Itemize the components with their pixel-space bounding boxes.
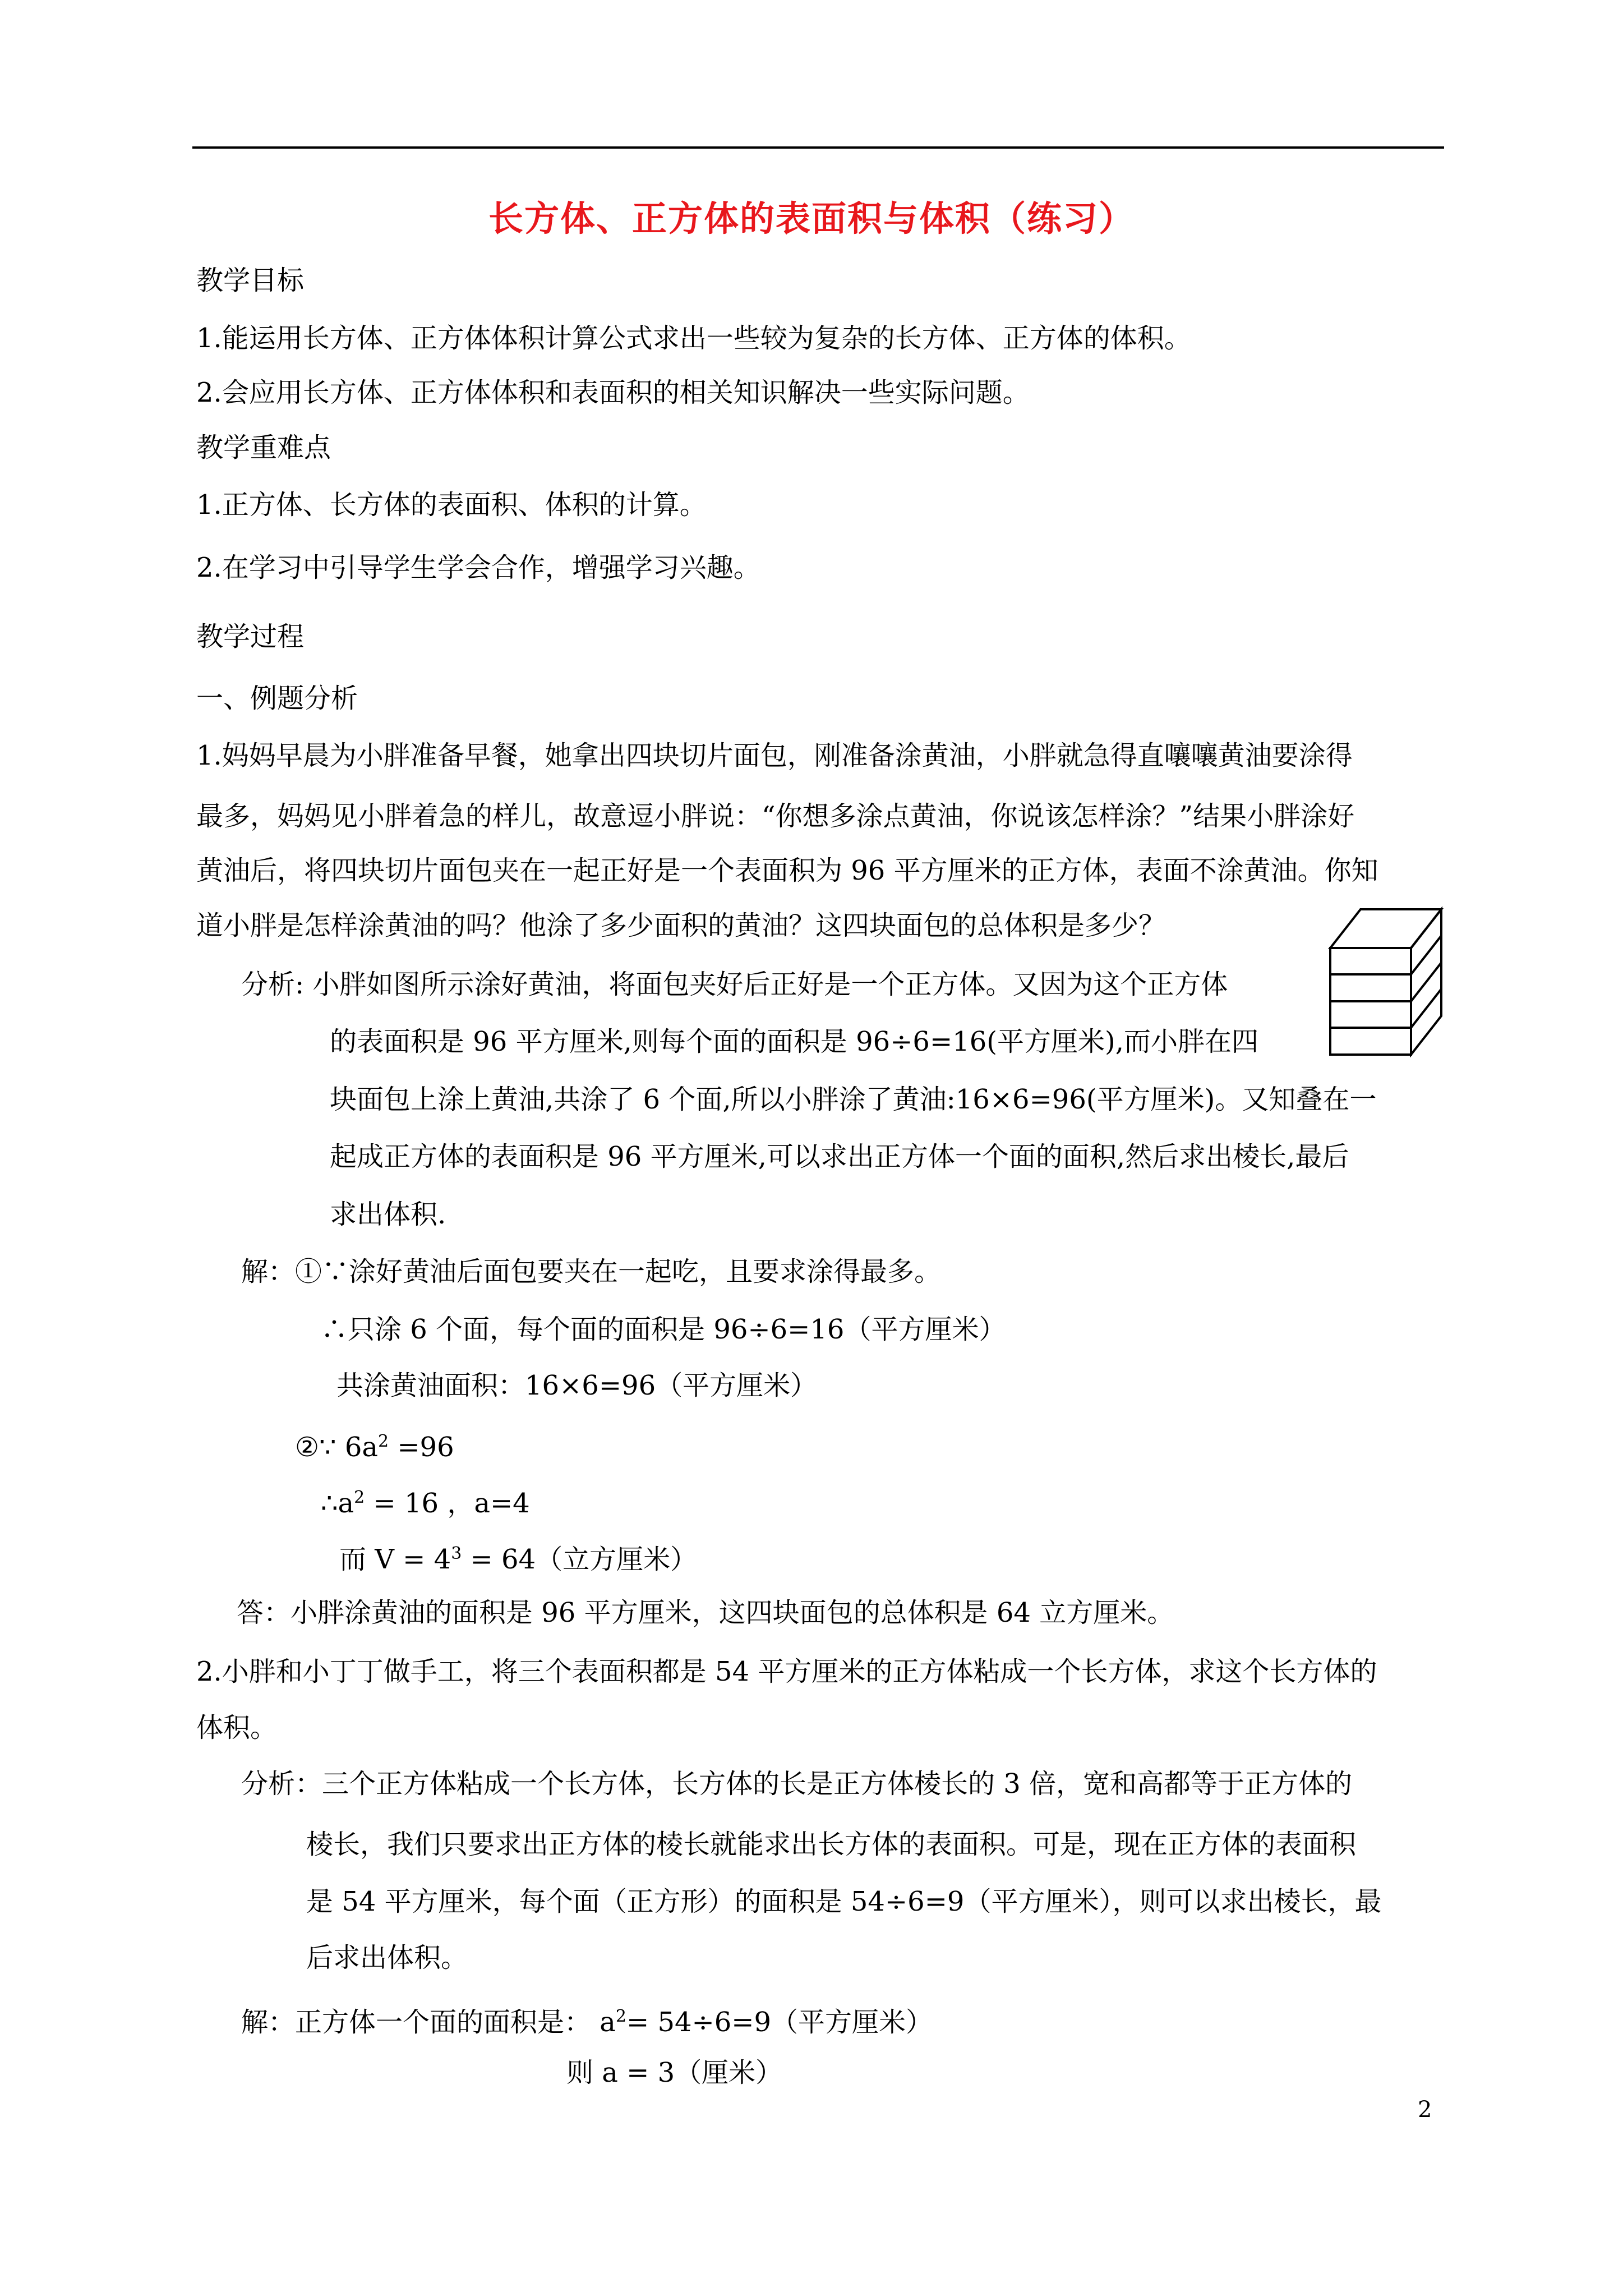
solution-text: =96 [389, 1432, 454, 1463]
problem2-solution-line: 则 a = 3（厘米） [566, 2057, 783, 2088]
problem1-answer: 答：小胖涂黄油的面积是 96 平方厘米，这四块面包的总体积是 64 立方厘米。 [237, 1597, 1174, 1628]
problem2-analysis-line: 分析：三个正方体粘成一个长方体，长方体的长是正方体棱长的 3 倍，宽和高都等于正方体的 [241, 1768, 1353, 1800]
problem2-analysis-line: 棱长，我们只要求出正方体的棱长就能求出长方体的表面积。可是，现在正方体的表面积 [306, 1829, 1357, 1860]
problem2-analysis-line: 后求出体积。 [306, 1942, 468, 1973]
problem1-solution-line [321, 1481, 530, 1520]
superscript: 2 [354, 1488, 365, 1507]
problem1-solution-line: 解：①∵涂好黄油后面包要夹在一起吃，且要求涂得最多。 [241, 1256, 942, 1287]
problem1-analysis-line: 起成正方体的表面积是 96 平方厘米,可以求出正方体一个面的面积,然后求出棱长,最后 [330, 1141, 1349, 1172]
stacked-bread-cube-figure [1327, 906, 1445, 1057]
superscript: 2 [615, 2007, 626, 2026]
problem1-solution-line [339, 1537, 697, 1576]
problem2-question-line: 体积。 [196, 1712, 278, 1743]
problem1-analysis-line: 分析: 小胖如图所示涂好黄油，将面包夹好后正好是一个正方体。又因为这个正方体 [241, 969, 1228, 1000]
goals-heading: 教学目标 [196, 265, 305, 296]
goal-1: 1.能运用长方体、正方体体积计算公式求出一些较为复杂的长方体、正方体的体积。 [196, 323, 1191, 354]
difficulty-2: 2.在学习中引导学生学会合作，增强学习兴趣。 [196, 552, 760, 583]
page-number: 2 [1418, 2097, 1432, 2123]
solution-text: 解：正方体一个面的面积是： a [241, 2007, 616, 2038]
problem1-solution-line: ∴只涂 6 个面，每个面的面积是 96÷6=16（平方厘米） [321, 1314, 1006, 1345]
difficulty-heading: 教学重难点 [196, 432, 331, 463]
problem1-analysis-line: 求出体积. [330, 1199, 446, 1230]
solution-text: = 16 ，a=4 [365, 1488, 530, 1519]
goal-2: 2.会应用长方体、正方体体积和表面积的相关知识解决一些实际问题。 [196, 377, 1030, 408]
process-heading: 教学过程 [196, 621, 305, 652]
problem1-analysis-line: 的表面积是 96 平方厘米,则每个面的面积是 96÷6=16(平方厘米),而小胖在四 [330, 1026, 1258, 1057]
superscript: 2 [377, 1432, 389, 1451]
solution-text: 而 V = 4 [339, 1544, 451, 1575]
problem1-question-line: 道小胖是怎样涂黄油的吗？他涂了多少面积的黄油？这四块面包的总体积是多少？ [196, 910, 1166, 941]
problem2-question-line: 2.小胖和小丁丁做手工，将三个表面积都是 54 平方厘米的正方体粘成一个长方体，求这个长方体的 [196, 1656, 1377, 1687]
problem1-solution-line [295, 1425, 454, 1464]
problem2-solution-line [241, 2000, 933, 2039]
superscript: 3 [451, 1544, 462, 1563]
header-rule [192, 146, 1444, 149]
problem1-question-line: 黄油后，将四块切片面包夹在一起正好是一个表面积为 96 平方厘米的正方体，表面不涂黄油。你知 [196, 855, 1378, 886]
difficulty-1: 1.正方体、长方体的表面积、体积的计算。 [196, 489, 707, 521]
part1-heading: 一、例题分析 [196, 683, 358, 714]
problem1-question-line: 最多，妈妈见小胖着急的样儿，故意逗小胖说：“你想多涂点黄油，你说该怎样涂？”结果小胖涂好 [196, 800, 1355, 832]
problem2-analysis-line: 是 54 平方厘米，每个面（正方形）的面积是 54÷6=9（平方厘米），则可以求出棱长，最 [306, 1886, 1382, 1917]
problem1-solution-line: 共涂黄油面积：16×6=96（平方厘米） [336, 1370, 818, 1401]
solution-text: = 54÷6=9（平方厘米） [626, 2007, 933, 2038]
solution-text: ∴a [321, 1488, 354, 1519]
solution-text: ②∵ 6a [295, 1432, 378, 1463]
problem1-analysis-line: 块面包上涂上黄油,共涂了 6 个面,所以小胖涂了黄油:16×6=96(平方厘米)。又知叠在一 [330, 1084, 1377, 1115]
solution-text: = 64（立方厘米） [462, 1544, 698, 1575]
problem1-question-line: 1.妈妈早晨为小胖准备早餐，她拿出四块切片面包，刚准备涂黄油，小胖就急得直嚷嚷黄油要涂得 [196, 740, 1353, 771]
page-title: 长方体、正方体的表面积与体积（练习） [488, 198, 1135, 239]
